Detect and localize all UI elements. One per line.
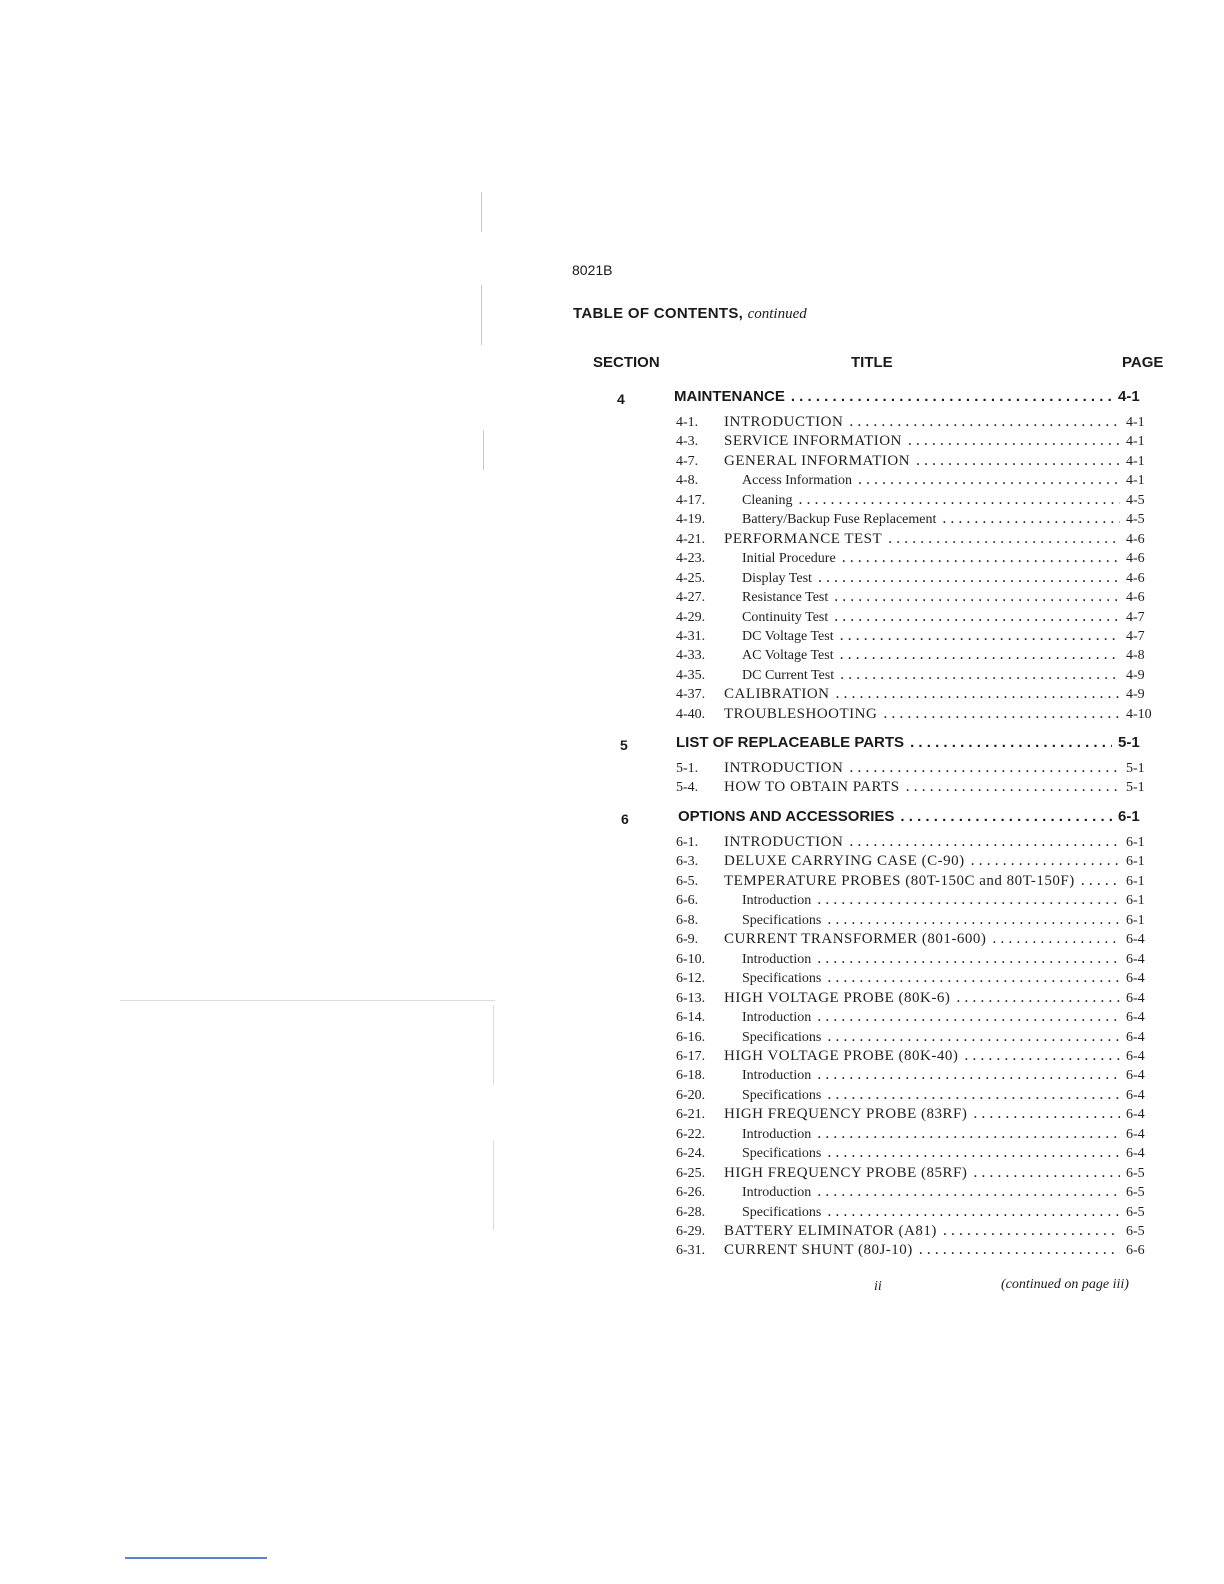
dot-leader: [827, 1203, 1120, 1221]
entry-page: 4-6: [1126, 531, 1145, 547]
toc-continued: continued: [747, 306, 807, 322]
entry-title: Access Information: [742, 473, 853, 489]
entry-number: 6-16.: [676, 1029, 706, 1045]
dot-leader: [836, 685, 1121, 703]
entry-title: DELUXE CARRYING CASE (C-90): [724, 853, 965, 870]
entry-page: 6-1: [1126, 873, 1145, 889]
dot-leader: [849, 413, 1120, 431]
section-heading: [676, 734, 1164, 751]
scan-artifact: [481, 192, 482, 232]
dot-leader: [817, 1008, 1120, 1026]
entry-number: 6-6.: [676, 893, 699, 909]
toc-entry: [676, 452, 1166, 470]
toc-entry: [676, 1203, 1166, 1221]
toc-entry: [676, 685, 1166, 703]
toc-entry: [676, 891, 1166, 909]
entry-title: Introduction: [742, 1185, 812, 1201]
entry-number: 4-21.: [676, 531, 706, 547]
entry-page: 4-5: [1126, 512, 1145, 528]
section-heading: [678, 808, 1164, 825]
toc-entry: [676, 833, 1166, 851]
entry-title: HIGH VOLTAGE PROBE (80K-40): [724, 1047, 959, 1064]
toc-entry: [676, 1028, 1166, 1046]
entry-title: Continuity Test: [742, 609, 829, 625]
dot-leader: [916, 452, 1120, 470]
dot-leader: [827, 1144, 1120, 1162]
entry-page: 6-4: [1126, 1068, 1145, 1084]
entry-page: 6-5: [1126, 1185, 1145, 1201]
entry-number: 4-37.: [676, 687, 706, 703]
dot-leader: [883, 705, 1120, 723]
entry-page: 6-4: [1126, 1010, 1145, 1026]
toc-entry: [676, 491, 1166, 509]
scan-artifact: [493, 1005, 494, 1085]
toc-entry: [676, 911, 1166, 929]
entry-page: 6-4: [1126, 1029, 1145, 1045]
dot-leader: [900, 808, 1112, 825]
entry-title: TROUBLESHOOTING: [724, 705, 878, 722]
entry-page: 5-1: [1126, 780, 1145, 796]
dot-leader: [849, 759, 1120, 777]
entry-title: SERVICE INFORMATION: [724, 433, 902, 450]
entry-title: Display Test: [742, 570, 812, 586]
document-model-number: 8021B: [572, 262, 613, 278]
entry-number: 4-7.: [676, 453, 699, 469]
entry-page: 4-1: [1126, 415, 1145, 430]
entry-page: 4-6: [1126, 551, 1145, 567]
entry-page: 6-1: [1126, 854, 1145, 870]
toc-entry: [676, 1241, 1166, 1259]
entry-title: HIGH VOLTAGE PROBE (80K-6): [724, 989, 951, 1006]
entry-title: CURRENT TRANSFORMER (801-600): [724, 931, 987, 948]
section-number: 5: [620, 737, 628, 753]
entry-title: Specifications: [742, 1146, 822, 1162]
entry-number: 6-9.: [676, 932, 699, 948]
dot-leader: [919, 1241, 1120, 1259]
dot-leader: [908, 432, 1120, 450]
toc-entry: [676, 1047, 1166, 1065]
dot-leader: [827, 969, 1120, 987]
dot-leader: [834, 608, 1120, 626]
entry-page: 4-1: [1126, 453, 1145, 469]
entry-title: Specifications: [742, 971, 822, 987]
entry-number: 6-25.: [676, 1165, 706, 1181]
dot-leader: [942, 510, 1120, 528]
entry-title: BATTERY ELIMINATOR (A81): [724, 1223, 937, 1239]
entry-page: 4-8: [1126, 648, 1145, 664]
column-header-section: SECTION: [593, 354, 660, 371]
entry-number: 4-27.: [676, 590, 706, 606]
entry-page: 4-9: [1126, 687, 1145, 703]
entry-title: PERFORMANCE TEST: [724, 530, 883, 547]
entry-number: 4-23.: [676, 551, 706, 567]
entry-title: GENERAL INFORMATION: [724, 452, 911, 469]
entry-number: 6-1.: [676, 835, 699, 850]
toc-entry: [676, 1086, 1166, 1104]
entry-page: 6-5: [1126, 1165, 1145, 1181]
entry-title: HIGH FREQUENCY PROBE (83RF): [724, 1106, 968, 1123]
column-header-page: PAGE: [1122, 354, 1164, 371]
toc-entry: [676, 1008, 1166, 1026]
dot-leader: [799, 491, 1120, 509]
entry-page: 6-1: [1126, 835, 1145, 850]
entry-title: AC Voltage Test: [742, 648, 834, 664]
entry-title: Specifications: [742, 912, 822, 928]
entry-number: 4-40.: [676, 706, 706, 722]
dot-leader: [858, 471, 1120, 489]
entry-page: 6-4: [1126, 932, 1145, 948]
dot-leader: [791, 388, 1112, 405]
entry-number: 6-8.: [676, 912, 699, 928]
section-number: 4: [617, 391, 625, 407]
toc-entry: [676, 930, 1166, 948]
toc-entry: [676, 413, 1166, 431]
dot-leader: [842, 549, 1120, 567]
toc-entry: [676, 530, 1166, 548]
entry-number: 4-19.: [676, 512, 706, 528]
entry-number: 4-35.: [676, 667, 706, 683]
toc-entry: [676, 569, 1166, 587]
entry-number: 6-28.: [676, 1204, 706, 1220]
entry-title: Battery/Backup Fuse Replacement: [742, 512, 937, 528]
entry-title: Cleaning: [742, 492, 793, 508]
dot-leader: [943, 1222, 1120, 1240]
entry-number: 6-24.: [676, 1146, 706, 1162]
entry-number: 4-29.: [676, 609, 706, 625]
entry-page: 6-5: [1126, 1224, 1145, 1239]
entry-page: 4-7: [1126, 609, 1145, 625]
entry-number: 4-1.: [676, 415, 699, 430]
section-page: 4-1: [1118, 388, 1140, 405]
entry-page: 4-10: [1126, 706, 1152, 722]
entry-number: 6-26.: [676, 1185, 706, 1201]
toc-entry: [676, 759, 1166, 777]
toc-entry: [676, 1183, 1166, 1201]
entry-title: DC Current Test: [742, 667, 835, 683]
scan-artifact: [481, 285, 482, 345]
entry-title: INTRODUCTION: [724, 414, 844, 430]
entry-number: 6-20.: [676, 1087, 706, 1103]
dot-leader: [834, 588, 1120, 606]
section-page: 6-1: [1118, 808, 1140, 825]
dot-leader: [840, 627, 1120, 645]
entry-title: Introduction: [742, 1068, 812, 1084]
entry-page: 6-4: [1126, 990, 1145, 1006]
entry-page: 6-6: [1126, 1243, 1145, 1259]
entry-number: 6-13.: [676, 990, 706, 1006]
entry-page: 6-5: [1126, 1204, 1145, 1220]
section-title: OPTIONS AND ACCESSORIES: [678, 808, 895, 825]
dot-leader: [888, 530, 1120, 548]
toc-entry: [676, 666, 1166, 684]
entry-title: CURRENT SHUNT (80J-10): [724, 1242, 913, 1259]
dot-leader: [971, 852, 1120, 870]
entry-page: 4-7: [1126, 628, 1145, 644]
entry-page: 4-1: [1126, 434, 1145, 450]
dot-leader: [840, 646, 1120, 664]
entry-number: 4-8.: [676, 473, 699, 489]
toc-entry: [676, 969, 1166, 987]
toc-title: TABLE OF CONTENTS,: [573, 305, 744, 322]
section-heading: [674, 388, 1164, 405]
toc-entry: [676, 471, 1166, 489]
entry-number: 6-17.: [676, 1048, 706, 1064]
dot-leader: [817, 1066, 1120, 1084]
blue-rule: [125, 1557, 267, 1559]
entry-title: Introduction: [742, 951, 812, 967]
toc-entry: [676, 646, 1166, 664]
dot-leader: [956, 989, 1120, 1007]
scan-artifact: [483, 430, 484, 470]
dot-leader: [827, 911, 1120, 929]
toc-entry: [676, 705, 1166, 723]
entry-number: 6-31.: [676, 1243, 706, 1259]
toc-entry: [676, 1144, 1166, 1162]
entry-page: 6-1: [1126, 912, 1145, 928]
footer-continued-note: (continued on page iii): [1001, 1277, 1129, 1292]
entry-page: 6-4: [1126, 1048, 1145, 1064]
entry-page: 6-4: [1126, 1126, 1145, 1142]
entry-number: 6-5.: [676, 873, 699, 889]
entry-page: 6-4: [1126, 1107, 1145, 1123]
section-title: LIST OF REPLACEABLE PARTS: [676, 734, 905, 751]
entry-number: 4-17.: [676, 492, 706, 508]
entry-page: 4-1: [1126, 473, 1145, 489]
entry-page: 4-5: [1126, 492, 1145, 508]
entry-title: DC Voltage Test: [742, 628, 834, 644]
section-number: 6: [621, 811, 629, 827]
section-title: MAINTENANCE: [674, 388, 785, 405]
toc-entry: [676, 588, 1166, 606]
dot-leader: [827, 1028, 1120, 1046]
scan-artifact: [120, 1000, 495, 1001]
entry-page: 6-4: [1126, 1146, 1145, 1162]
entry-title: Specifications: [742, 1029, 822, 1045]
column-header-title: TITLE: [851, 354, 893, 371]
dot-leader: [973, 1164, 1120, 1182]
entry-title: CALIBRATION: [724, 686, 830, 703]
toc-entry: [676, 1125, 1166, 1143]
toc-entry: [676, 852, 1166, 870]
entry-page: 4-6: [1126, 570, 1145, 586]
toc-entry: [676, 1066, 1166, 1084]
dot-leader: [817, 950, 1120, 968]
entry-title: Resistance Test: [742, 590, 829, 606]
entry-title: Specifications: [742, 1204, 822, 1220]
entry-number: 6-14.: [676, 1010, 706, 1026]
dot-leader: [964, 1047, 1120, 1065]
entry-page: 4-9: [1126, 667, 1145, 683]
entry-page: 6-4: [1126, 1087, 1145, 1103]
entry-number: 6-29.: [676, 1224, 706, 1239]
dot-leader: [827, 1086, 1120, 1104]
entry-title: HOW TO OBTAIN PARTS: [724, 779, 900, 796]
entry-title: INTRODUCTION: [724, 760, 844, 776]
scan-artifact: [493, 1140, 494, 1230]
toc-entry: [676, 608, 1166, 626]
entry-number: 6-22.: [676, 1126, 706, 1142]
entry-page: 6-4: [1126, 951, 1145, 967]
entry-title: Introduction: [742, 1010, 812, 1026]
toc-entry: [676, 432, 1166, 450]
dot-leader: [910, 734, 1112, 751]
entry-number: 6-3.: [676, 854, 699, 870]
entry-title: Introduction: [742, 1126, 812, 1142]
entry-number: 6-10.: [676, 951, 706, 967]
entry-number: 4-25.: [676, 570, 706, 586]
toc-entry: [676, 510, 1166, 528]
toc-entry: [676, 989, 1166, 1007]
dot-leader: [906, 778, 1120, 796]
entry-title: HIGH FREQUENCY PROBE (85RF): [724, 1164, 968, 1181]
dot-leader: [992, 930, 1120, 948]
toc-entry: [676, 872, 1166, 890]
entry-page: 6-4: [1126, 971, 1145, 987]
entry-number: 5-1.: [676, 761, 699, 776]
dot-leader: [818, 569, 1120, 587]
toc-entry: [676, 1164, 1166, 1182]
toc-entry: [676, 627, 1166, 645]
dot-leader: [817, 1125, 1120, 1143]
toc-entry: [676, 1222, 1166, 1240]
entry-number: 4-33.: [676, 648, 706, 664]
entry-number: 6-18.: [676, 1068, 706, 1084]
entry-number: 5-4.: [676, 780, 699, 796]
toc-entry: [676, 1105, 1166, 1123]
entry-number: 4-3.: [676, 434, 699, 450]
entry-number: 4-31.: [676, 628, 706, 644]
entry-number: 6-21.: [676, 1107, 706, 1123]
entry-page: 4-6: [1126, 590, 1145, 606]
dot-leader: [817, 1183, 1120, 1201]
entry-page: 5-1: [1126, 761, 1145, 776]
entry-title: INTRODUCTION: [724, 834, 844, 850]
dot-leader: [1081, 872, 1120, 890]
entry-page: 6-1: [1126, 893, 1145, 909]
section-page: 5-1: [1118, 734, 1140, 751]
dot-leader: [973, 1105, 1120, 1123]
entry-title: Initial Procedure: [742, 551, 836, 567]
toc-heading: [573, 305, 807, 323]
toc-entry: [676, 950, 1166, 968]
toc-entry: [676, 549, 1166, 567]
footer-page-number: ii: [874, 1279, 882, 1294]
entry-number: 6-12.: [676, 971, 706, 987]
entry-title: TEMPERATURE PROBES (80T-150C and 80T-150F): [724, 872, 1075, 889]
entry-title: Introduction: [742, 893, 812, 909]
dot-leader: [817, 891, 1120, 909]
dot-leader: [849, 833, 1120, 851]
entry-title: Specifications: [742, 1087, 822, 1103]
dot-leader: [840, 666, 1120, 684]
toc-entry: [676, 778, 1166, 796]
